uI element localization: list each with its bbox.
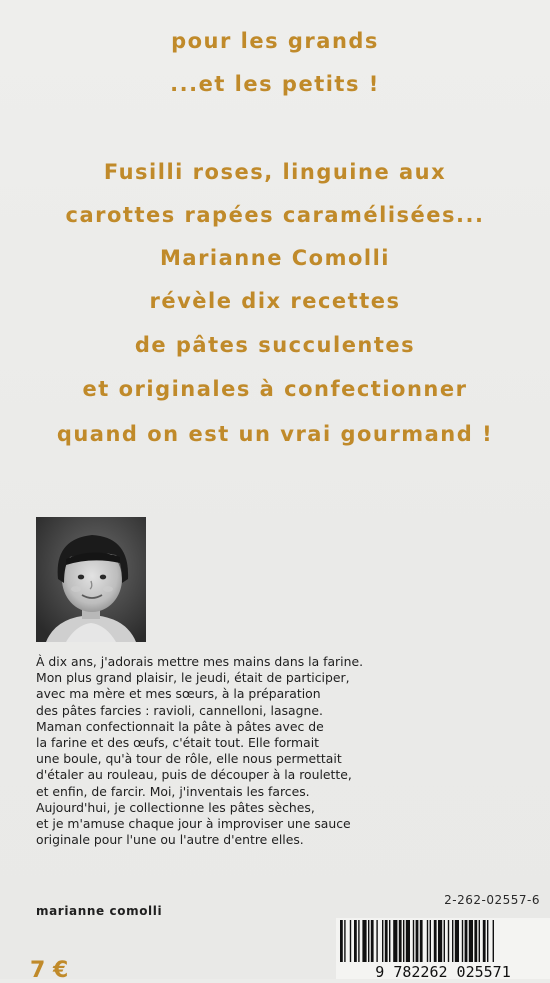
- bio-line: et je m'amuse chaque jour à improviser une sauce: [36, 816, 351, 832]
- barcode-bar: [483, 920, 486, 962]
- barcode-bar: [344, 920, 345, 962]
- isbn-number: 2-262-02557-6: [444, 893, 540, 907]
- barcode-bar: [403, 920, 404, 962]
- barcode-bar: [362, 920, 366, 962]
- barcode-bar: [399, 920, 402, 962]
- barcode-bar: [448, 920, 449, 962]
- barcode-bar: [358, 920, 359, 962]
- barcode-bar: [479, 920, 480, 962]
- bio-line: Mon plus grand plaisir, le jeudi, était de participer,: [36, 670, 350, 686]
- barcode-bar: [487, 920, 488, 962]
- bio-line: originale pour l'une ou l'autre d'entre elles.: [36, 832, 304, 848]
- author-signature: marianne comolli: [36, 904, 163, 918]
- barcode-bar: [368, 920, 369, 962]
- barcode-bar: [416, 920, 419, 962]
- bio-line: avec ma mère et mes sœurs, à la préparation: [36, 686, 321, 702]
- author-photo: [36, 517, 146, 642]
- blurb-line: révèle dix recettes: [149, 289, 401, 313]
- barcode-bar: [393, 920, 397, 962]
- bio-line: des pâtes farcies : ravioli, cannelloni, lasagne.: [36, 702, 323, 718]
- blurb-line: et originales à confectionner: [82, 377, 468, 401]
- bio-line: À dix ans, j'adorais mettre mes mains dans la farine.: [36, 654, 364, 669]
- barcode-bar: [444, 920, 445, 962]
- author-bio: [36, 654, 536, 848]
- bio-line: Aujourd'hui, je collectionne les pâtes sèches,: [36, 799, 315, 815]
- blurb-line: de pâtes succulentes: [134, 333, 416, 357]
- bio-line: et enfin, de farcir. Moi, j'inventais les farces.: [36, 783, 310, 799]
- blurb-line: carottes rapées caramélisées...: [65, 203, 485, 227]
- barcode: [336, 918, 550, 979]
- blurb-line: quand on est un vrai gourmand !: [56, 422, 494, 446]
- barcode-digits: 9 782262 025571: [375, 963, 511, 979]
- barcode-bar: [371, 920, 374, 962]
- barcode-bar: [462, 920, 463, 962]
- barcode-bar: [389, 920, 390, 962]
- barcode-bar: [474, 920, 477, 962]
- barcode-bars: [340, 920, 494, 962]
- tagline-line-1: pour les grands: [171, 29, 379, 53]
- barcode-bar: [438, 920, 442, 962]
- barcode-bar: [354, 920, 357, 962]
- barcode-bar: [406, 920, 410, 962]
- barcode-bar: [420, 920, 423, 962]
- barcode-bar: [382, 920, 383, 962]
- bio-line: d'étaler au rouleau, puis de découper à la roulette,: [36, 767, 352, 783]
- barcode-bar: [465, 920, 468, 962]
- barcode-bar: [427, 920, 428, 962]
- tagline-line-2: ...et les petits !: [170, 72, 380, 96]
- barcode-bar: [340, 920, 343, 962]
- barcode-bar: [413, 920, 414, 962]
- blurb-line: Fusilli roses, linguine aux: [103, 160, 447, 184]
- author-portrait-image: [36, 517, 146, 642]
- bio-line: une boule, qu'à tour de rôle, elle nous permettait: [36, 751, 342, 767]
- blurb-line: Marianne Comolli: [160, 246, 390, 270]
- barcode-image: [336, 918, 550, 979]
- barcode-bar: [385, 920, 388, 962]
- barcode-bar: [434, 920, 437, 962]
- price: 7 €: [30, 958, 69, 983]
- barcode-bar: [452, 920, 453, 962]
- barcode-bar: [376, 920, 377, 962]
- barcode-bar: [493, 920, 494, 962]
- bio-line: Maman confectionnait la pâte à pâtes avec de: [36, 718, 324, 734]
- barcode-bar: [469, 920, 473, 962]
- barcode-bar: [430, 920, 431, 962]
- barcode-bar: [350, 920, 351, 962]
- barcode-bar: [455, 920, 459, 962]
- bio-line: la farine et des œufs, c'était tout. Elle formait: [36, 735, 320, 751]
